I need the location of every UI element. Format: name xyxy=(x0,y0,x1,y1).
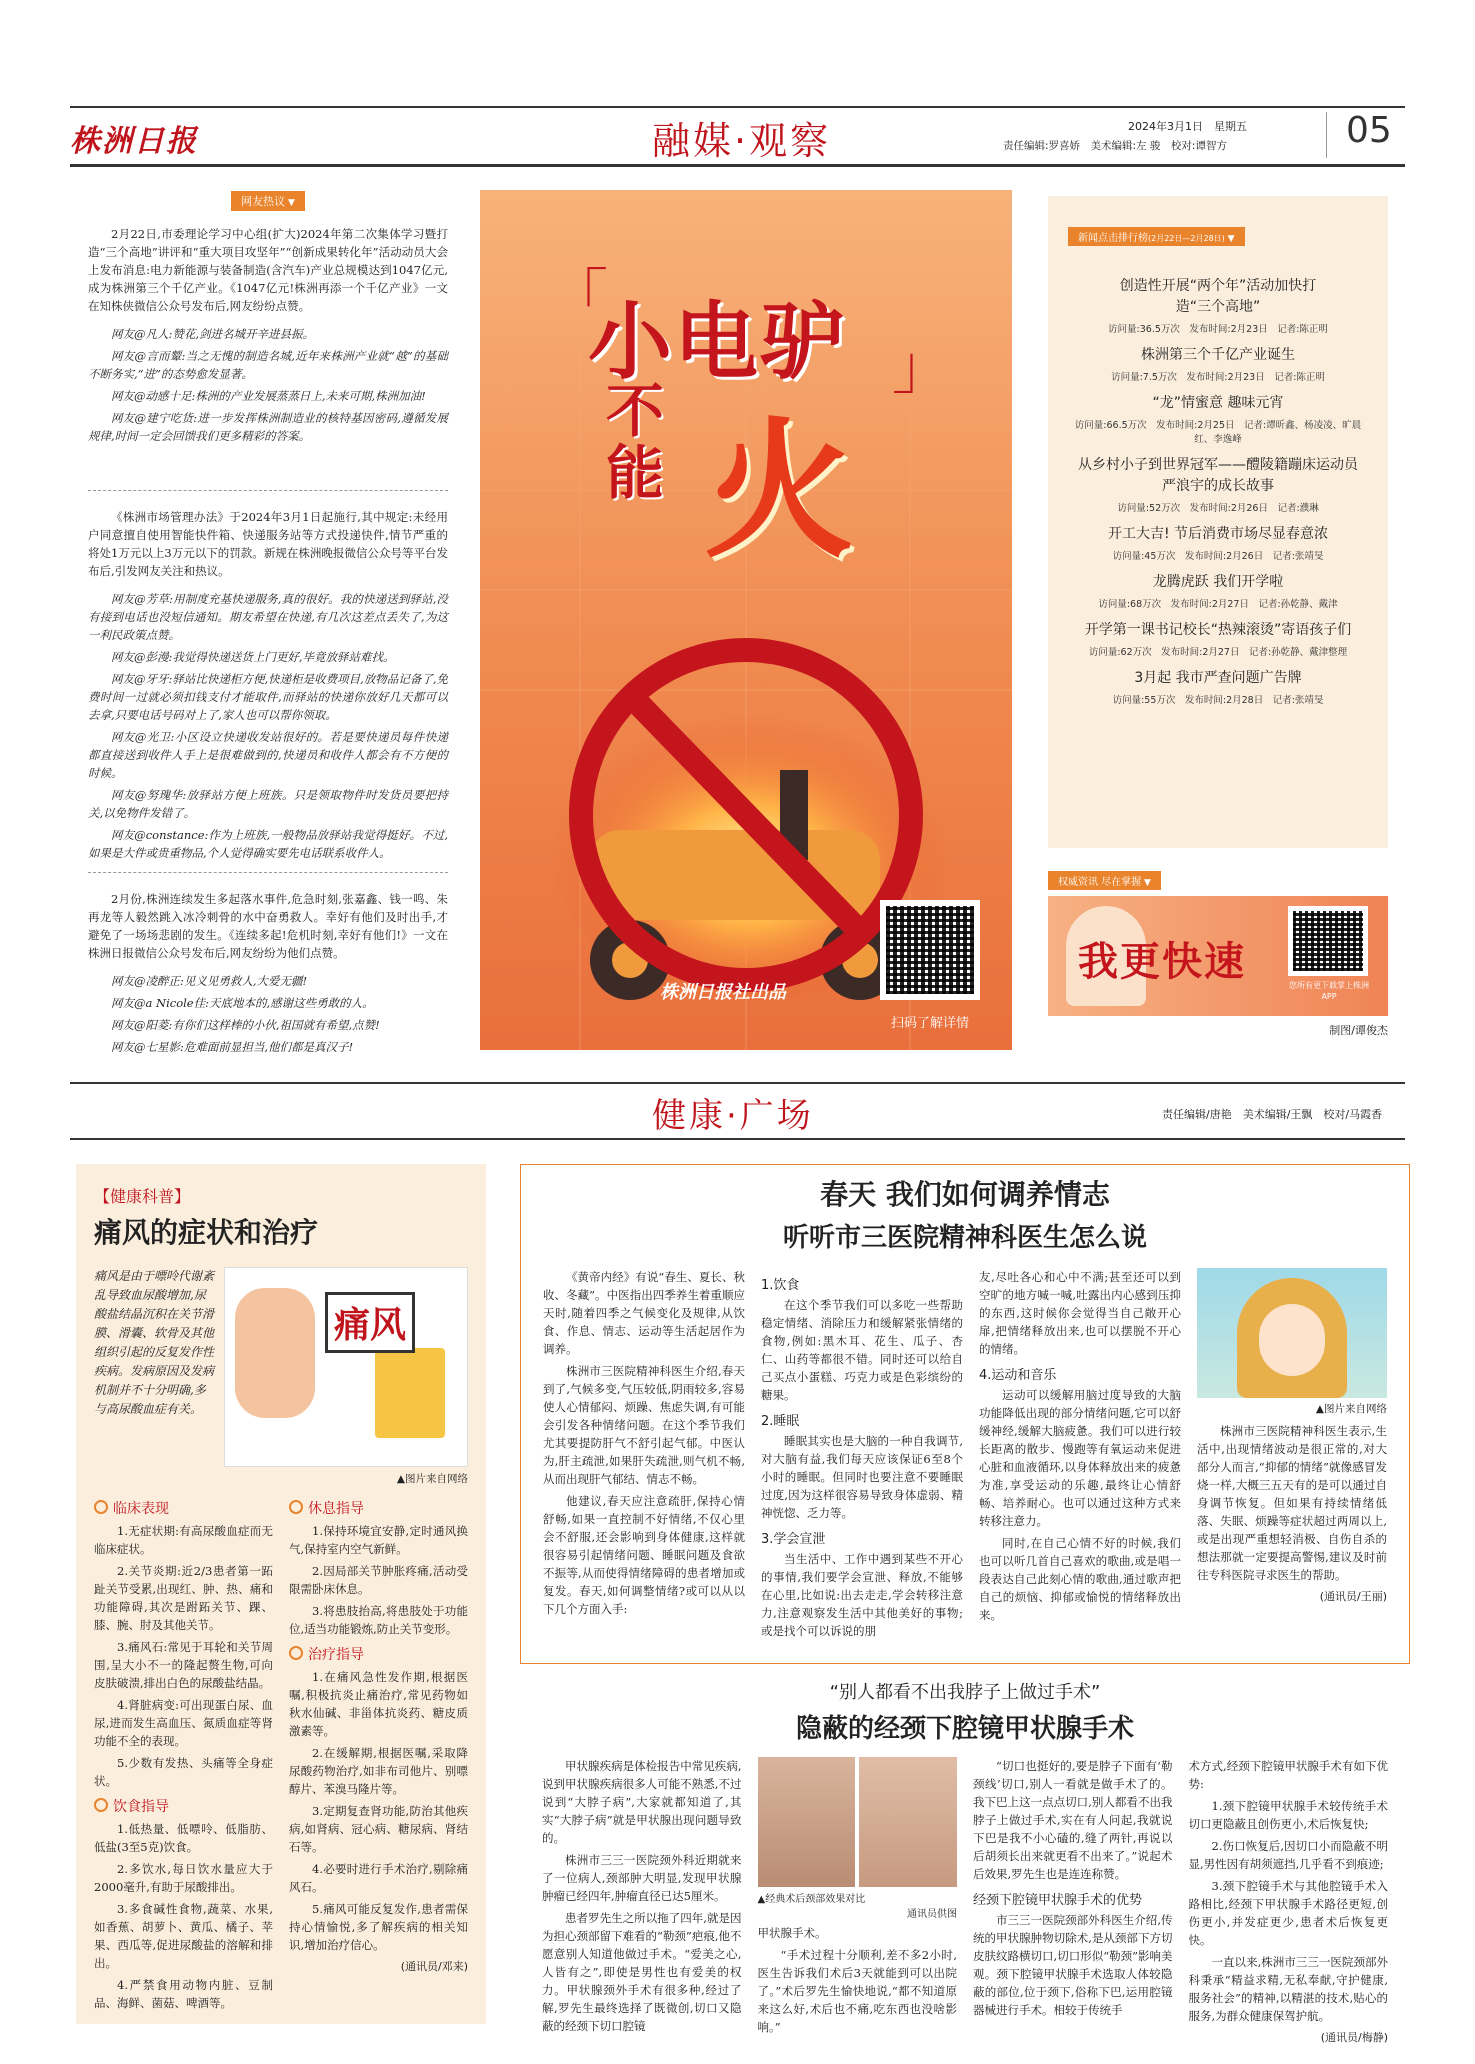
gout-section-heading: 饮食指导 xyxy=(94,1796,273,1816)
thyroid-col-1 xyxy=(542,1757,742,2045)
netizen-comment: 网友@阳菱:有你们这样棒的小伙,祖国就有希望,点赞! xyxy=(111,1018,380,1032)
poster-publisher: 株洲日报社出品 xyxy=(660,982,786,1003)
netizen-comment: 网友@constance:作为上班族,一般物品放驿站我觉得挺好。不过,如果是大件或贵重物品,个人觉得确实要先电话联系收件人。 xyxy=(88,828,448,860)
netizen-divider xyxy=(88,490,448,491)
masthead-rule-bottom xyxy=(70,164,1405,167)
poster-title-main: 小电驴 xyxy=(588,293,847,391)
netizen-divider xyxy=(88,872,448,873)
netizen-comment: 网友@a Nicole佳:天底地本的,感谢这些勇敢的人。 xyxy=(111,996,374,1010)
netizen-comment: 网友@七星影:危难面前显担当,他们都是真汉子! xyxy=(111,1040,354,1054)
news-rank-tag xyxy=(1068,227,1245,246)
netizen-comment: 网友@凡人:赞花,剑进名城开辛进县振。 xyxy=(111,327,315,341)
netizen-column xyxy=(88,190,448,449)
thyroid-article xyxy=(520,1674,1410,2044)
spring-para: 同时,在自己心情不好的时候,我们也可以听几首自己喜欢的歌曲,或是唱一段表达自己此刻心情的歌曲,通过歌声把自己的烦恼、抑郁或愉悦的情绪释放出来。 xyxy=(979,1536,1181,1622)
thyroid-para: 一直以来,株洲市三三一医院颈部外科秉承“精益求精,无私奉献,守护健康,服务社会”的精神,以精湛的技术,贴心的服务,为群众健康保驾护航。 xyxy=(1188,1955,1388,2023)
news-rank-tag-label: 新闻点击排行榜 xyxy=(1078,233,1148,244)
poster-title-bracket-right: 」 xyxy=(892,333,952,403)
netizen-block-3 xyxy=(88,890,448,1060)
news-rank-period: (2月22日—2月28日) xyxy=(1148,234,1225,243)
thyroid-para: 患者罗先生之所以拖了四年,就是因为担心颈部留下难看的“勒颈”疤痕,他不愿意别人知道他做过手术。“爱美之心,人皆有之”,即使是男性也有爱美的权力。甲状腺颈外手术有很多种,经过了解,罗先生最终选择了既微创,切口又隐蔽的经颈下切口腔镜 xyxy=(542,1911,742,2033)
netizen-intro-1: 2月22日,市委理论学习中心组(扩大)2024年第二次集体学习暨打造“三个高地”讲评和“重大项目攻坚年”“创新成果转化年”活动动员大会上发布消息:电力新能源与装备制造(含汽车)产业总规模达到1047亿元,成为株洲第三个千亿产业。《1047亿元!株洲再添一个千亿产业》一文在知株侠微信公众号发布后,网友纷纷点赞。 xyxy=(88,227,448,313)
gout-beer-decor xyxy=(375,1348,445,1438)
gout-para: 3.将患肢抬高,将患肢处于功能位,适当功能锻炼,防止关节变形。 xyxy=(289,1604,468,1636)
thyroid-para: 2.伤口恢复后,因切口小而隐蔽不明显,男性因有胡须遮挡,几乎看不到痕迹; xyxy=(1188,1839,1388,1871)
netizen-tag: 网友热议 ▼ xyxy=(231,191,305,211)
gout-section-heading: 休息指导 xyxy=(289,1498,468,1518)
thyroid-photo-credit: 通讯员供图 xyxy=(907,1909,957,1920)
news-rank-item[interactable] xyxy=(1068,524,1368,562)
poster-title-bracket-left: 「 xyxy=(548,263,608,333)
news-rank-meta: 访问量:45万次 发布时间:2月26日 记者:张靖旻 xyxy=(1112,551,1324,562)
thyroid-photo-caption: ▲经典术后颈部效果对比 xyxy=(757,1894,866,1905)
spring-col-2 xyxy=(761,1268,963,1644)
page-number-divider xyxy=(1326,112,1327,158)
news-rank-title: 开工大吉! 节后消费市场尽显春意浓 xyxy=(1107,526,1329,542)
spring-para: 运动可以缓解用脑过度导致的大脑功能降低出现的部分情绪问题,它可以舒缓神经,缓解大脑疲惫。我们可以进行较长距离的散步、慢跑等有氧运动来促进心脏和血液循环,以身体释放出来的疲惫为准,享受运动的乐趣,最终让心情舒畅、培养耐心。也可以通过这种方式来转移注意力。 xyxy=(979,1388,1181,1528)
spring-para: 在这个季节我们可以多吃一些帮助稳定情绪、消除压力和缓解紧张情绪的食物,例如:黑木耳、花生、瓜子、杏仁、山药等都很不错。同时还可以给自己买点小蛋糕、巧克力或是色彩缤纷的糖果。 xyxy=(761,1298,963,1402)
spring-col-1 xyxy=(543,1268,745,1644)
netizen-comment: 网友@言而颦:当之无愧的制造名城,近年来株洲产业就“越”的基础不断务实,“进”的态势愈发显著。 xyxy=(88,349,448,381)
poster-qr-caption: 扫码了解详情 xyxy=(890,1016,969,1031)
thyroid-para: 3.颈下腔镜手术与其他腔镜手术入路相比,经颈下甲状腺手术路径更短,创伤更小,并发症更少,患者术后恢复更快。 xyxy=(1188,1879,1388,1947)
masthead-rule-top xyxy=(70,106,1405,108)
gout-figure-decor xyxy=(235,1288,315,1418)
gout-para: 5.痛风可能反复发作,患者需保持心情愉悦,多了解疾病的相关知识,增加治疗信心。 xyxy=(289,1902,468,1952)
gout-illustration-label: 痛风 xyxy=(325,1292,415,1353)
health-rule-top xyxy=(70,1082,1405,1084)
netizen-comment: 网友@芳草:用制度充基快递服务,真的很好。我的快递送到驿站,没有接到电话也没短信通知。期友希望在快递,有几次这差点丢失了,为这一利民政策点赞。 xyxy=(88,592,448,642)
news-rank-item[interactable] xyxy=(1068,572,1368,610)
spring-subheading: 1.饮食 xyxy=(761,1278,800,1293)
thyroid-col-3 xyxy=(973,1757,1173,2045)
gout-signature: (通讯员/邓来) xyxy=(400,1960,468,1973)
thyroid-kicker: “别人都看不出我脖子上做过手术” xyxy=(829,1682,1101,1703)
news-rank-list xyxy=(1068,276,1368,706)
news-rank-meta: 访问量:55万次 发布时间:2月28日 记者:张靖旻 xyxy=(1112,695,1324,706)
app-ad xyxy=(1048,870,1388,1037)
news-rank-title: 龙腾虎跃 我们开学啦 xyxy=(1152,574,1284,590)
netizen-comment: 网友@努瑰华:放驿站方便上班族。只是领取物件时发货员要把持关,以免物件发错了。 xyxy=(88,788,448,820)
news-rank-meta: 访问量:7.5万次 发布时间:2月23日 记者:陈正明 xyxy=(1111,372,1325,383)
spring-image-caption: ▲图片来自网络 xyxy=(1315,1403,1387,1415)
health-editor-credits: 责任编辑/唐艳 美术编辑/王飘 校对/马霞香 xyxy=(1162,1108,1383,1121)
news-rank-meta: 访问量:52万次 发布时间:2月26日 记者:濮琳 xyxy=(1117,503,1319,514)
app-ad-qr-code xyxy=(1288,906,1368,976)
spring-para: 株洲市三医院精神科医生表示,生活中,出现情绪波动是很正常的,对大部分人而言,“抑郁的情绪”就像感冒发烧一样,大概三五天有的是可以通过自身调节恢复。但如果有持续情绪低落、失眠、烦躁等症状超过两周以上,或是出现严重想轻消极、自伤自杀的想法那就一定要提高警惕,建议及时前往专科医院寻求医生的帮助。 xyxy=(1197,1424,1387,1582)
gout-para: 2.关节炎期:近2/3患者第一跖趾关节受累,出现红、肿、热、痛和功能障碍,其次是跗跖关节、踝、膝、腕、肘及其他关节。 xyxy=(94,1564,273,1632)
news-rank-item[interactable] xyxy=(1068,393,1368,445)
spring-girl-face-decor xyxy=(1259,1304,1325,1376)
thyroid-para: “手术过程十分顺利,差不多2小时,医生告诉我们术后3天就能到可以出院了。”术后罗先生愉快地说,“都不知道原来这么好,术后也不痛,吃东西也没啥影响。” xyxy=(757,1948,957,2034)
spring-para: 当生活中、工作中遇到某些不开心的事情,我们要学会宣泄、释放,不能够在心里,比如说:出去走走,学会转移注意力,注意观察发生活中其他美好的事物;或是找个可以诉说的朋 xyxy=(761,1552,963,1638)
thyroid-photo xyxy=(758,1757,958,1887)
netizen-comment: 网友@动感十足:株洲的产业发展蒸蒸日上,未来可期,株洲加油! xyxy=(111,389,426,403)
gout-para: 4.肾脏病变:可出现蛋白尿、血尿,进而发生高血压、氮质血症等肾功能不全的表现。 xyxy=(94,1698,273,1748)
newspaper-logo: 株洲日报 xyxy=(70,124,198,159)
spring-para: 株洲市三医院精神科医生介绍,春天到了,气候多变,气压较低,阴雨较多,容易使人心情郁闷、烦躁、焦虑失调,有可能会引发各种情绪问题。在这个季节我们尤其要提防肝气不舒引起气郁。中医认为,肝主疏泄,如果肝失疏泄,则气机不畅,从而出现肝气郁结、情志不畅。 xyxy=(543,1364,745,1486)
spring-col-4 xyxy=(1197,1268,1387,1644)
gout-para: 4.必要时进行手术治疗,剔除痛风石。 xyxy=(289,1862,468,1894)
netizen-comment: 网友@凌醉正:见义见勇救人,大爱无疆! xyxy=(111,974,308,988)
gout-tag: 【健康科普】 xyxy=(94,1187,191,1206)
spring-signature: (通讯员/王丽) xyxy=(1319,1590,1387,1603)
thyroid-para: “切口也挺好的,要是脖子下面有‘勒颈线’切口,别人一看就是做手术了的。我下巴上这一点点切口,别人都看不出我脖子上做过手术,实在有人问起,我就说下巴是我不小心磕的,缝了两针,再说以后胡须长出来就更看不出来了。”说起术后效果,罗先生也是连连称赞。 xyxy=(973,1759,1173,1881)
gout-illustration xyxy=(224,1267,468,1467)
gout-col-right xyxy=(289,1492,468,2016)
news-rank-meta: 访问量:66.5万次 发布时间:2月25日 记者:谭昕鑫、杨凌凌、旷晨红、李逸峰 xyxy=(1074,420,1362,445)
news-rank-panel xyxy=(1048,196,1388,848)
gout-para: 4.严禁食用动物内脏、豆制品、海鲜、菌菇、啤酒等。 xyxy=(94,1978,273,2010)
poster-qr-code xyxy=(880,900,980,1000)
news-rank-title: “龙”情蜜意 趣味元宵 xyxy=(1152,395,1284,411)
gout-para: 1.低热量、低嘌呤、低脂肪、低盐(3至5克)饮食。 xyxy=(94,1822,273,1854)
thyroid-para: 术方式,经颈下腔镜甲状腺手术有如下优势: xyxy=(1188,1759,1388,1791)
spring-article xyxy=(520,1164,1410,1664)
netizen-intro-2: 《株洲市场管理办法》于2024年3月1日起施行,其中规定:未经用户同意擅自使用智能快件箱、快递服务站等方式投递快件,情节严重的将处1万元以上3万元以下的罚款。新规在株洲晚报微信公众号等平台发布后,引发网友关注和热议。 xyxy=(88,510,448,578)
news-rank-title: 开学第一课书记校长“热辣滚烫”寄语孩子们 xyxy=(1084,622,1352,638)
spring-title-1: 春天 我们如何调养情志 xyxy=(820,1178,1110,1211)
spring-subheading: 4.运动和音乐 xyxy=(979,1368,1057,1383)
spring-para: 睡眠其实也是大脑的一种自我调节,对大脑有益,我们每天应该保证6至8个小时的睡眠。但同时也要注意不要睡眠过度,因为这样很容易导致身体虚弱、精神恍惚、乏力等。 xyxy=(761,1434,963,1520)
news-rank-meta: 访问量:68万次 发布时间:2月27日 记者:孙乾静、戴津 xyxy=(1098,599,1338,610)
news-rank-title: 3月起 我市严查问题广告牌 xyxy=(1134,670,1302,686)
gout-col-left xyxy=(94,1492,273,2016)
thyroid-para: 甲状腺疾病是体检报告中常见疾病,说到甲状腺疾病很多人可能不熟悉,不过说到“大脖子病”,大家就都知道了,其实“大脖子病”就是甲状腺出现问题导致的。 xyxy=(542,1759,742,1845)
news-rank-title: 株洲第三个千亿产业诞生 xyxy=(1141,347,1295,363)
gout-para: 1.保持环境宜安静,定时通风换气,保持室内空气新鲜。 xyxy=(289,1524,468,1556)
thyroid-para: 株洲市三三一医院颈外科近期就来了一位病人,颈部肿大明显,发现甲状腺肿瘤已经四年,肿瘤直径已达5厘米。 xyxy=(542,1853,742,1903)
netizen-intro-3: 2月份,株洲连续发生多起落水事件,危急时刻,张嘉鑫、钱一鸣、朱再龙等人毅然跳入冰冷刺骨的水中奋勇救人。幸好有他们及时出手,才避免了一场场悲剧的发生。《连续多起!危机时刻,幸好有他们!》一文在株洲日报微信公众号发布后,网友纷纷为他们点赞。 xyxy=(88,892,448,960)
app-ad-credit: 制图/谭俊杰 xyxy=(1329,1024,1388,1037)
thyroid-signature: (通讯员/梅静) xyxy=(1320,2031,1388,2044)
news-rank-item[interactable] xyxy=(1068,345,1368,383)
gout-para: 3.定期复查肾功能,防治其他疾病,如肾病、冠心病、糖尿病、肾结石等。 xyxy=(289,1804,468,1854)
spring-subheading: 2.睡眠 xyxy=(761,1414,800,1429)
page-number: 05 xyxy=(1346,110,1392,151)
thyroid-photo-before xyxy=(758,1757,856,1887)
weekday-text: 星期五 xyxy=(1214,120,1247,133)
thyroid-para: 甲状腺手术。 xyxy=(757,1926,827,1940)
news-rank-item[interactable] xyxy=(1068,620,1368,658)
thyroid-subheading: 经颈下腔镜甲状腺手术的优势 xyxy=(973,1893,1143,1908)
spring-para: 《黄帝内经》有说“春生、夏长、秋收、冬藏”。中医指出四季养生着重顺应天时,随着四季之气候变化及规律,从饮食、作息、情志、运动等生活起居作为调养。 xyxy=(543,1270,745,1356)
netizen-block-2 xyxy=(88,508,448,866)
news-rank-meta: 访问量:62万次 发布时间:2月27日 记者:孙乾静、戴津整理 xyxy=(1088,647,1348,658)
spring-col-3 xyxy=(979,1268,1181,1644)
thyroid-title: 隐蔽的经颈下腔镜甲状腺手术 xyxy=(795,1714,1134,1744)
safety-poster xyxy=(480,190,1012,1050)
issue-date xyxy=(1128,118,1247,134)
gout-para: 1.无症状期:有高尿酸血症而无临床症状。 xyxy=(94,1524,273,1556)
netizen-comment: 网友@光卫:小区设立快递收发站很好的。若是要快递员每件快递都直接送到收件人手上是很难做到的,快递员和收件人都会有不方便的时候。 xyxy=(88,730,448,780)
poster-title-fire: 火 xyxy=(704,405,855,579)
netizen-comment: 网友@建宁吃货:进一步发挥株洲制造业的核特基因密码,遵循发展规律,时间一定会回馈我们更多精彩的答案。 xyxy=(88,411,448,443)
health-section-title: 健康·广场 xyxy=(652,1096,814,1136)
spring-illustration xyxy=(1197,1268,1387,1398)
spring-para: 他建议,春天应注意疏肝,保持心情舒畅,如果一直控制不好情绪,不仅心里会不舒服,还会影响到身体健康,这样就很容易引起情绪问题、睡眠问题及食欲不振等,从而使得情绪障碍的患者增加或复发。春天,如何调整情绪?或可以从以下几个方面入手: xyxy=(543,1494,745,1616)
gout-para: 5.少数有发热、头痛等全身症状。 xyxy=(94,1756,273,1788)
news-rank-item[interactable] xyxy=(1068,455,1368,514)
news-rank-title: 从乡村小子到世界冠军——醴陵籍蹦床运动员严浪宇的成长故事 xyxy=(1078,457,1358,494)
news-rank-item[interactable] xyxy=(1068,276,1368,335)
gout-para: 1.在痛风急性发作期,根据医嘱,积极抗炎止痛治疗,常见药物如秋水仙碱、非甾体抗炎药、糖皮质激素等。 xyxy=(289,1670,468,1738)
gout-para: 3.痛风石:常见于耳轮和关节周围,呈大小不一的隆起赘生物,可向皮肤破溃,排出白色的尿酸盐结晶。 xyxy=(94,1640,273,1690)
gout-para: 2.因局部关节肿胀疼痛,活动受限需卧床休息。 xyxy=(289,1564,468,1596)
gout-para: 2.在缓解期,根据医嘱,采取降尿酸药物治疗,如非布司他片、别嘌醇片、苯溴马隆片等。 xyxy=(289,1746,468,1796)
thyroid-para: 1.颈下腔镜甲状腺手术较传统手术切口更隐蔽且创伤更小,术后恢复快; xyxy=(1188,1799,1388,1831)
gout-para: 3.多食碱性食物,蔬菜、水果,如香蕉、胡萝卜、黄瓜、橘子、苹果、西瓜等,促进尿酸盐的溶解和排出。 xyxy=(94,1902,273,1970)
app-ad-tag: 权威资讯 尽在掌握 ▼ xyxy=(1048,871,1161,890)
gout-intro: 痛风是由于嘌呤代谢紊乱导致血尿酸增加,尿酸盐结晶沉积在关节滑膜、滑囊、软骨及其他组织引起的反复发作性疾病。发病原因及发病机制并不十分明确,多与高尿酸血症有关。 xyxy=(94,1269,215,1416)
date-text: 2024年3月1日 xyxy=(1128,120,1203,133)
gout-article xyxy=(76,1164,486,2024)
app-ad-subtext: 您所有更下载掌上株洲APP xyxy=(1289,981,1369,1001)
editor-credits: 责任编辑:罗喜娇 美术编辑:左 骏 校对:谭智方 xyxy=(1003,140,1227,152)
gout-title: 痛风的症状和治疗 xyxy=(94,1216,319,1249)
thyroid-col-4 xyxy=(1189,1757,1389,2045)
gout-section-heading: 临床表现 xyxy=(94,1498,273,1518)
gout-para: 2.多饮水,每日饮水量应大于2000毫升,有助于尿酸排出。 xyxy=(94,1862,273,1894)
news-rank-item[interactable] xyxy=(1068,668,1368,706)
spring-subheading: 3.学会宣泄 xyxy=(761,1532,826,1547)
gout-image-caption: ▲图片来自网络 xyxy=(396,1473,468,1485)
thyroid-photo-after xyxy=(859,1757,957,1887)
app-ad-banner[interactable] xyxy=(1048,896,1388,1016)
spring-title-2: 听听市三医院精神科医生怎么说 xyxy=(782,1223,1147,1253)
thyroid-col-2 xyxy=(758,1757,958,2045)
app-ad-slogan: 我更快速 xyxy=(1078,939,1246,985)
gout-section-heading: 治疗指导 xyxy=(289,1644,468,1664)
netizen-comment: 网友@牙牙:驿站比快递柜方便,快递柜是收费项目,放物品记备了,免费时间一过就必须扣钱支付才能取件,而驿站的快递你放好几天都可以去拿,只要电话号码对上了,家人也可以帮你领取。 xyxy=(88,672,448,722)
health-rule-bottom xyxy=(70,1138,1405,1140)
section-title: 融媒·观察 xyxy=(652,119,832,163)
news-rank-meta: 访问量:36.5万次 发布时间:2月23日 记者:陈正明 xyxy=(1108,324,1328,335)
thyroid-para: 市三三一医院颈部外科医生介绍,传统的甲状腺肿物切除术,是从颈部下方切皮肤纹路横切口,切口形似“勒颈”影响美观。颈下腔镜甲状腺手术选取人体较隐蔽的部位,位于颈下,俗称下巴,运用腔镜器械进行手术。相较于传统手 xyxy=(973,1913,1173,2017)
spring-para: 友,尽吐各心和心中不满;甚至还可以到空旷的地方喊一喊,吐露出内心感到压抑的东西,这时候你会觉得当自己敞开心扉,把情绪释放出来,也可以摆脱不开心的情绪。 xyxy=(979,1270,1181,1356)
poster-title-not: 不能 xyxy=(606,377,665,507)
netizen-comment: 网友@彭漫:我觉得快递送货上门更好,毕竟放驿站难找。 xyxy=(111,650,395,664)
news-rank-title: 创造性开展“两个年”活动加快打造“三个高地” xyxy=(1119,278,1317,315)
